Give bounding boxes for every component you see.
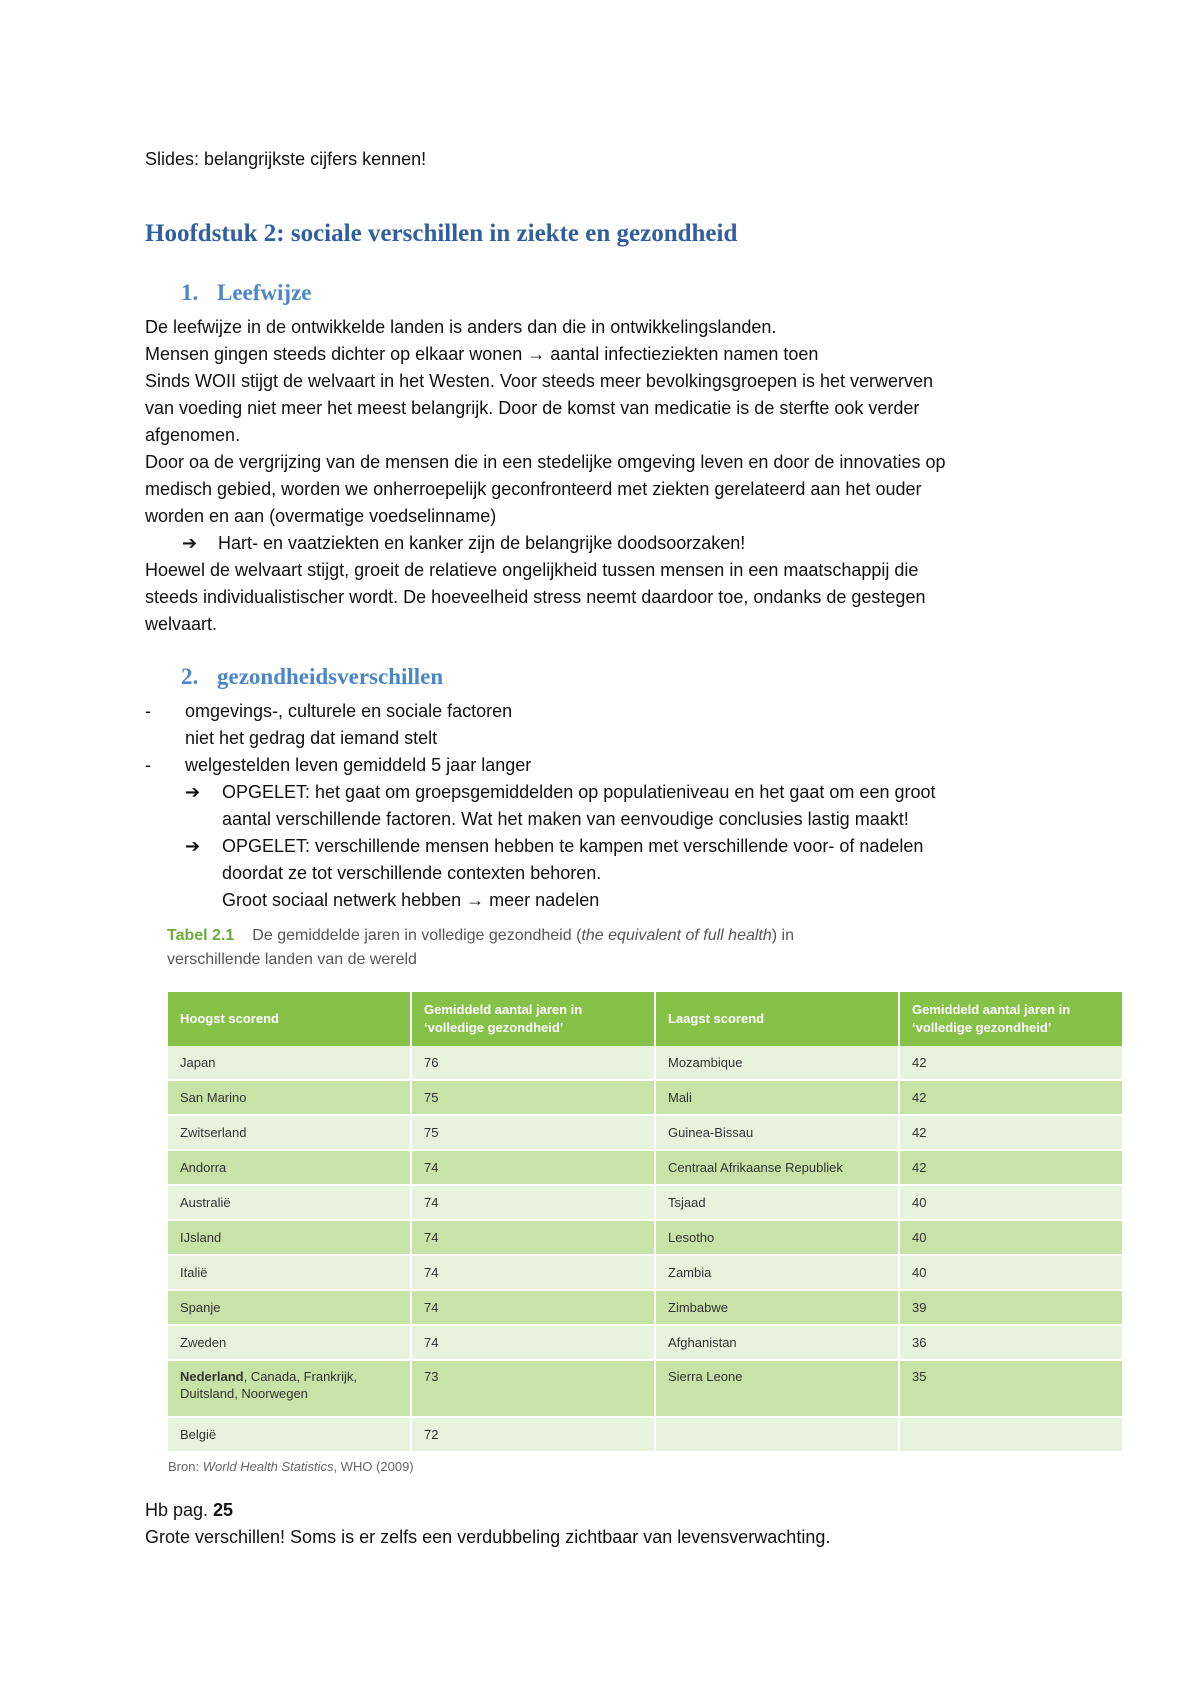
table-row bbox=[168, 1185, 1123, 1220]
country-low: Mali bbox=[655, 1080, 899, 1115]
country-high: België bbox=[168, 1417, 411, 1452]
hb-reference bbox=[145, 1497, 1075, 1524]
table-row bbox=[168, 1360, 1123, 1417]
arrow-icon: ➔ bbox=[185, 782, 201, 802]
paragraph-line: medisch gebied, worden we onherroepelijk geconfronteerd met ziekten gerelateerd aan het ouder bbox=[145, 479, 922, 499]
table-header-row bbox=[168, 992, 1123, 1046]
years-high: 73 bbox=[411, 1360, 655, 1417]
years-low: 39 bbox=[899, 1290, 1123, 1325]
paragraph-line: afgenomen. bbox=[145, 425, 241, 445]
section-1-title: Leefwijze bbox=[217, 280, 312, 305]
country-low: Sierra Leone bbox=[655, 1360, 899, 1417]
years-low: 36 bbox=[899, 1325, 1123, 1360]
health-years-table bbox=[168, 992, 1124, 1453]
arrow-point bbox=[145, 530, 1075, 557]
country-group-rest: , Canada, Frankrijk, Duitsland, Noorwegen bbox=[180, 1369, 358, 1401]
table-row bbox=[168, 1220, 1123, 1255]
section-2-heading bbox=[181, 664, 443, 690]
empty-cell bbox=[655, 1417, 899, 1452]
paragraph-line: Sinds WOII stijgt de welvaart in het Westen. Voor steeds meer bevolkingsgroepen is het verwerven bbox=[145, 371, 934, 391]
header-highest: Hoogst scorend bbox=[168, 992, 411, 1046]
country-nl-bold: Nederland bbox=[180, 1369, 244, 1384]
paragraph-line: De leefwijze in de ontwikkelde landen is anders dan die in ontwikkelingslanden. bbox=[145, 317, 777, 337]
paragraph-line: worden en aan (overmatige voedselinname) bbox=[145, 506, 497, 526]
years-low: 42 bbox=[899, 1150, 1123, 1185]
country-high: San Marino bbox=[168, 1080, 411, 1115]
caption-italic: the equivalent of full health bbox=[581, 927, 772, 944]
paragraph-line: Door oa de vergrijzing van de mensen die in een stedelijke omgeving leven en door de innovaties op bbox=[145, 452, 946, 472]
arrow-note-1 bbox=[145, 779, 1075, 806]
header-lowest: Laagst scorend bbox=[655, 992, 899, 1046]
arrow-note-continuation: Groot sociaal netwerk hebben → meer nadelen bbox=[222, 890, 600, 910]
section-2-number: 2. bbox=[181, 664, 199, 689]
header-years-highest: Gemiddeld aantal jaren in ‘volledige gezondheid’ bbox=[411, 992, 655, 1046]
dash-bullet: - bbox=[145, 701, 151, 721]
arrow-note-continuation: aantal verschillende factoren. Wat het maken van eenvoudige conclusies lastig maakt! bbox=[222, 809, 909, 829]
years-high: 74 bbox=[411, 1290, 655, 1325]
country-high-group bbox=[168, 1360, 411, 1417]
arrow-note-2 bbox=[145, 833, 1075, 860]
bullet-item bbox=[145, 752, 1075, 779]
years-low: 42 bbox=[899, 1080, 1123, 1115]
bullet-text: welgestelden leven gemiddeld 5 jaar langer bbox=[185, 755, 532, 775]
arrow-note-continuation: doordat ze tot verschillende contexten behoren. bbox=[222, 863, 602, 883]
paragraph-line: Hoewel de welvaart stijgt, groeit de relatieve ongelijkheid tussen mensen in een maatschappij die bbox=[145, 560, 919, 580]
section-2-title: gezondheidsverschillen bbox=[217, 664, 444, 689]
caption-text-end: ) in bbox=[771, 927, 794, 944]
country-high: Spanje bbox=[168, 1290, 411, 1325]
section-1-heading bbox=[181, 280, 312, 306]
years-low: 42 bbox=[899, 1115, 1123, 1150]
years-high: 74 bbox=[411, 1150, 655, 1185]
years-low: 40 bbox=[899, 1220, 1123, 1255]
country-low: Guinea-Bissau bbox=[655, 1115, 899, 1150]
years-low: 40 bbox=[899, 1255, 1123, 1290]
country-high: Italië bbox=[168, 1255, 411, 1290]
country-low: Centraal Afrikaanse Republiek bbox=[655, 1150, 899, 1185]
bullet-text: omgevings-, culturele en sociale factoren bbox=[185, 701, 513, 721]
country-low: Tsjaad bbox=[655, 1185, 899, 1220]
section-1-number: 1. bbox=[181, 280, 199, 305]
table-row bbox=[168, 1290, 1123, 1325]
table-row bbox=[168, 1046, 1123, 1080]
country-low: Zambia bbox=[655, 1255, 899, 1290]
chapter-title: Hoofdstuk 2: sociale verschillen in ziekte en gezondheid bbox=[145, 220, 738, 247]
years-low: 35 bbox=[899, 1360, 1123, 1417]
bullet-continuation: niet het gedrag dat iemand stelt bbox=[185, 728, 438, 748]
source-rest: , WHO (2009) bbox=[333, 1459, 414, 1474]
country-high: Australië bbox=[168, 1185, 411, 1220]
country-low: Lesotho bbox=[655, 1220, 899, 1255]
hb-page-number: 25 bbox=[213, 1500, 234, 1520]
years-high: 74 bbox=[411, 1325, 655, 1360]
section-1-body bbox=[145, 314, 1075, 638]
years-high: 74 bbox=[411, 1185, 655, 1220]
years-high: 75 bbox=[411, 1115, 655, 1150]
country-high: IJsland bbox=[168, 1220, 411, 1255]
years-high: 74 bbox=[411, 1255, 655, 1290]
arrow-point-text: Hart- en vaatziekten en kanker zijn de belangrijke doodsoorzaken! bbox=[218, 533, 746, 553]
after-table-text bbox=[145, 1497, 1075, 1551]
table-number: Tabel 2.1 bbox=[167, 927, 235, 944]
paragraph-line: steeds individualistischer wordt. De hoeveelheid stress neemt daardoor toe, ondanks de gestegen bbox=[145, 587, 926, 607]
table-row bbox=[168, 1255, 1123, 1290]
source-label: Bron: bbox=[168, 1459, 203, 1474]
source-title: World Health Statistics bbox=[202, 1459, 334, 1474]
hb-label: Hb pag. bbox=[145, 1500, 214, 1520]
header-years-lowest: Gemiddeld aantal jaren in ‘volledige gezondheid’ bbox=[899, 992, 1123, 1046]
country-high: Zwitserland bbox=[168, 1115, 411, 1150]
conclusion-line: Grote verschillen! Soms is er zelfs een verdubbeling zichtbaar van levensverwachting. bbox=[145, 1527, 831, 1547]
table-row bbox=[168, 1080, 1123, 1115]
years-high: 76 bbox=[411, 1046, 655, 1080]
arrow-note-text: OPGELET: verschillende mensen hebben te kampen met verschillende voor- of nadelen bbox=[222, 836, 924, 856]
table-row bbox=[168, 1150, 1123, 1185]
bullet-item bbox=[145, 698, 1075, 725]
caption-text: De gemiddelde jaren in volledige gezondheid ( bbox=[252, 927, 582, 944]
table-row bbox=[168, 1115, 1123, 1150]
empty-cell bbox=[899, 1417, 1123, 1452]
slides-note: Slides: belangrijkste cijfers kennen! bbox=[145, 149, 427, 169]
country-low: Afghanistan bbox=[655, 1325, 899, 1360]
years-low: 42 bbox=[899, 1046, 1123, 1080]
table-row bbox=[168, 1325, 1123, 1360]
country-high: Japan bbox=[168, 1046, 411, 1080]
arrow-icon: ➔ bbox=[185, 836, 201, 856]
section-2-body bbox=[145, 698, 1075, 914]
country-low: Mozambique bbox=[655, 1046, 899, 1080]
years-low: 40 bbox=[899, 1185, 1123, 1220]
country-low: Zimbabwe bbox=[655, 1290, 899, 1325]
table-caption bbox=[167, 924, 1047, 972]
years-high: 75 bbox=[411, 1080, 655, 1115]
caption-line-2: verschillende landen van de wereld bbox=[167, 951, 417, 968]
dash-bullet: - bbox=[145, 755, 151, 775]
arrow-note-text: OPGELET: het gaat om groepsgemiddelden op populatieniveau en het gaat om een groot bbox=[222, 782, 936, 802]
years-high: 72 bbox=[411, 1417, 655, 1452]
years-high: 74 bbox=[411, 1220, 655, 1255]
paragraph-line: welvaart. bbox=[145, 614, 218, 634]
country-high: Andorra bbox=[168, 1150, 411, 1185]
table-row bbox=[168, 1417, 1123, 1452]
country-high: Zweden bbox=[168, 1325, 411, 1360]
arrow-icon: ➔ bbox=[182, 533, 198, 553]
paragraph-line: Mensen gingen steeds dichter op elkaar wonen → aantal infectieziekten namen toen bbox=[145, 344, 819, 364]
table-source bbox=[168, 1459, 414, 1474]
paragraph-line: van voeding niet meer het meest belangrijk. Door de komst van medicatie is de sterfte ook verder bbox=[145, 398, 920, 418]
